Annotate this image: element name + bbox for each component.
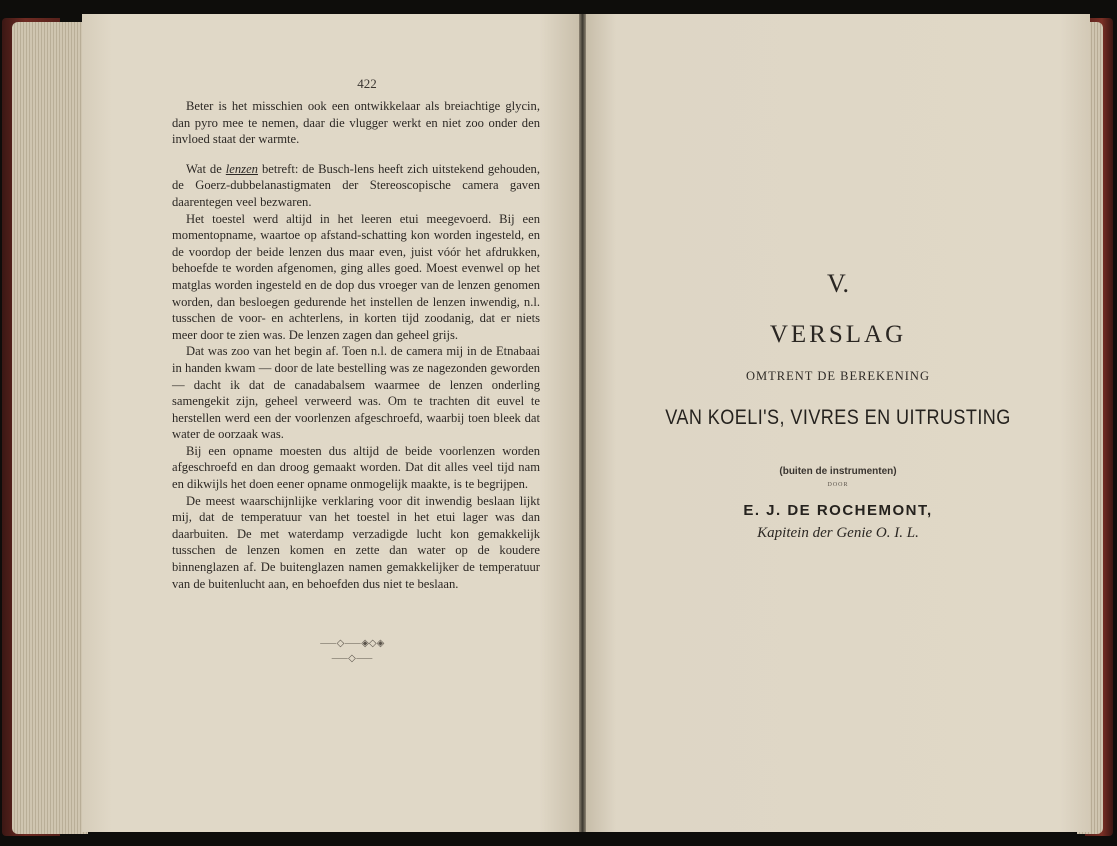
chapter-number: V. [827, 269, 849, 298]
emphasis: lenzen [225, 161, 258, 176]
chapter-main-title: VAN KOELI'S, VIVRES EN UITRUSTING [665, 406, 1011, 429]
chapter-subtitle: OMTRENT DE BEREKENING [746, 369, 930, 383]
paragraph: Wat de lenzen betreft: de Busch-lens heeft zich uitstekend gehouden, de Goerz-dubbelanastigmaten der Stereoscopische camera gaven daarentegen veel bezwaren. [172, 161, 540, 209]
right-page [586, 14, 1090, 832]
body-text [172, 98, 540, 592]
author-rank: Kapitein der Genie O. I. L. [757, 525, 919, 541]
left-page [82, 14, 579, 832]
author-name: E. J. DE ROCHEMONT, [743, 502, 933, 519]
chapter-title: VERSLAG [769, 321, 907, 348]
paragraph: Bij een opname moesten dus altijd de beide voorlenzen worden afgeschroefd en dan droog gemaakt worden. Dat dit alles veel tijd nam en dikwijls het doen eener opname onmogelijk maakte, is te begrijpen. [172, 443, 540, 492]
book-gutter [579, 14, 586, 832]
paragraph: Het toestel werd altijd in het leeren etui meegevoerd. Bij een momentopname, waartoe op afstand-schatting kon worden ingesteld, en de voordop der beide lenzen dus maar even, juist vóór het afdrukken, behoefde te worden afgenomen, ging alles goed. Moest evenwel op het matglas worden ingesteld en de dop dus vroeger van de lenzen genomen worden, dan besloegen gedurende het instellen de lenzen inwendig, n.l. tusschen de voor- en achterlens, in korten tijd zoodanig, dat er niets meer door te zien was. De lenzen zagen dan geheel grijs. [172, 211, 540, 342]
ornament-divider: ⸺◇⸺◈◇◈⸺◇⸺ [319, 638, 385, 664]
page-number: 422 [357, 76, 377, 91]
by-word: DOOR [827, 482, 849, 488]
paragraph: Beter is het misschien ook een ontwikkelaar als breiachtige glycin, dan pyro mee te nemen, daar die vlugger werkt en niet zoo onder den invloed staat der warmte. [172, 99, 540, 147]
chapter-parenthetical: (buiten de instrumenten) [779, 466, 897, 477]
paragraph: Dat was zoo van het begin af. Toen n.l. de camera mij in de Etnabaai in handen kwam — door de late bestelling was ze nagezonden geworden — dacht ik dat de canadabalsem waarmee de lenzen onderling samengekit zijn, geheel verweerd was. Om te trachten dit euvel te herstellen werd een der voorlenzen afgeschroefd, waarbij toen bleek dat water de oorzaak was. [172, 344, 540, 442]
paragraph: De meest waarschijnlijke verklaring voor dit inwendig beslaan lijkt mij, dat de temperatuur van het toestel in het etui lager was dan daarbuiten. De met waterdamp verzadigde lucht kon gemakkelijk tusschen de lenzen komen en zette dan water op de koudere binnenglazen af. De buitenglazen namen gemakkelijker de temperatuur van de buitenlucht aan, en behoefden dus niet te beslaan. [172, 493, 540, 591]
page-edges-left [12, 22, 88, 834]
